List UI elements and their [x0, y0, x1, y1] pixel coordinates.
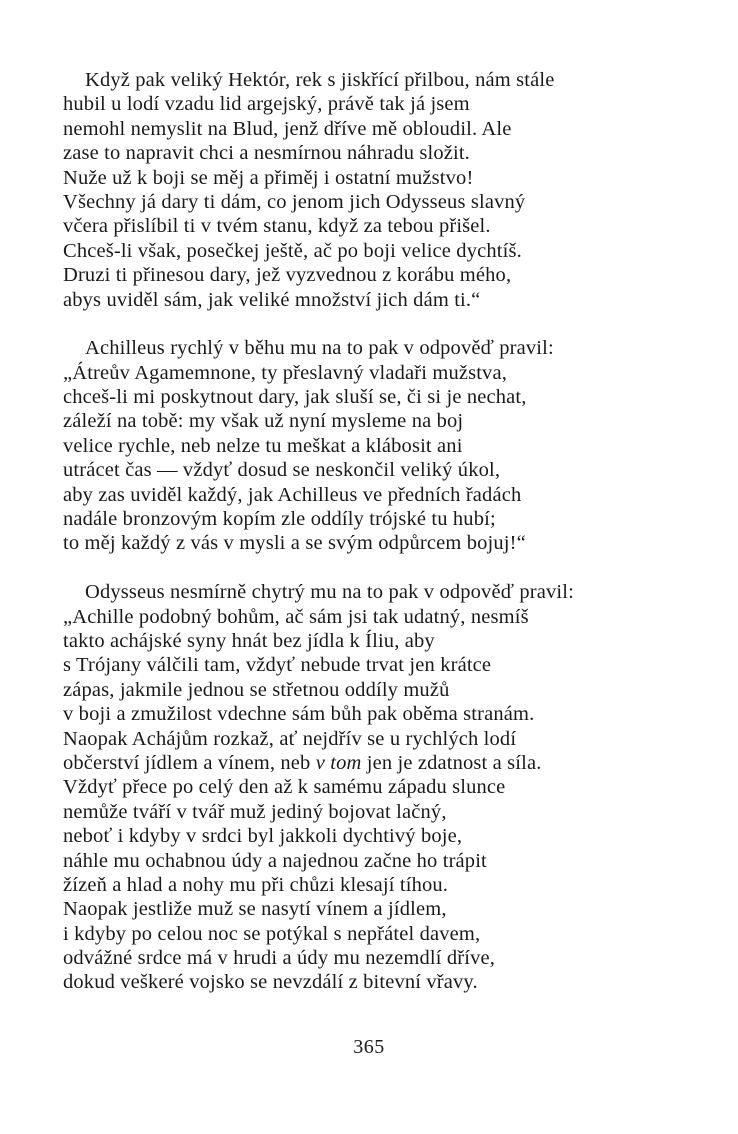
verse-line-with-italic: [63, 751, 663, 775]
italic-emphasis: v tom: [315, 751, 362, 774]
stanza-2: [63, 336, 663, 556]
verse-line: aby zas uviděl každý, jak Achilleus ve předních řadách: [63, 483, 522, 506]
verse-line: to měj každý z vás v mysli a se svým odpůrcem bojuj!“: [63, 532, 526, 555]
verse-text: občerství jídlem a vínem, neb: [63, 751, 316, 774]
verse-line: Odysseus nesmírně chytrý mu na to pak v odpověď pravil:: [85, 581, 574, 604]
verse-line: hubil u lodí vzadu lid argejský, právě tak já jsem: [63, 93, 470, 116]
stanza-3: [63, 580, 663, 995]
verse-line: velice rychle, neb nelze tu meškat a klábosit ani: [63, 434, 463, 457]
verse-line: Nuže už k boji se měj a přiměj i ostatní mužstvo!: [63, 166, 474, 189]
verse-line: i kdyby po celou noc se potýkal s nepřátel davem,: [63, 922, 481, 945]
page-body: [63, 68, 663, 995]
stanza-gap: [63, 556, 663, 580]
verse-line: abys uviděl sám, jak veliké množství jich dám ti.“: [63, 288, 481, 311]
verse-line: Naopak jestliže muž se nasytí vínem a jídlem,: [63, 898, 447, 921]
verse-line: zápas, jakmile jednou se střetnou oddíly mužů: [63, 678, 450, 701]
verse-line: nadále bronzovým kopím zle oddíly trójské tu hubí;: [63, 508, 496, 531]
verse-line: Všechny já dary ti dám, co jenom jich Odysseus slavný: [63, 190, 526, 213]
verse-line: Naopak Achájům rozkaž, ať nejdřív se u rychlých lodí: [63, 727, 517, 750]
verse-text: jen je zdatnost a síla.: [361, 751, 542, 774]
verse-line: dokud veškeré vojsko se nevzdálí z bitevní vřavy.: [63, 971, 478, 994]
verse-line: neboť i kdyby v srdci byl jakkoli dychtivý boje,: [63, 825, 463, 848]
verse-line: Chceš-li však, posečkej ještě, ač po boji velice dychtíš.: [63, 239, 522, 262]
verse-line: v boji a zmužilost vdechne sám bůh pak oběma stranám.: [63, 703, 535, 726]
verse-line: náhle mu ochabnou údy a najednou začne ho trápit: [63, 849, 487, 872]
page-number: 365: [353, 1036, 385, 1058]
verse-line: záleží na tobě: my však už nyní mysleme na boj: [63, 410, 464, 433]
verse-line: nemohl nemyslit na Blud, jenž dříve mě obloudil. Ale: [63, 117, 512, 140]
stanza-gap: [63, 312, 663, 336]
verse-line: Když pak veliký Hektór, rek s jiskřící přilbou, nám stále: [85, 69, 555, 91]
verse-line: takto achájské syny hnát bez jídla k Íliu, aby: [63, 629, 435, 652]
verse-line: zase to napravit chci a nesmírnou náhradu složit.: [63, 142, 470, 165]
verse-line: Druzi ti přinesou dary, jež vyzvednou z korábu mého,: [63, 264, 512, 287]
verse-line: odvážné srdce má v hrudi a údy mu nezemdlí dříve,: [63, 947, 496, 970]
verse-line: Vždyť přece po celý den až k samému západu slunce: [63, 776, 506, 799]
verse-line: utrácet čas — vždyť dosud se neskončil veliký úkol,: [63, 459, 501, 482]
verse-line: žízeň a hlad a nohy mu při chůzi klesají tíhou.: [63, 873, 449, 896]
verse-line: s Trójany válčili tam, vždyť nebude trvat jen krátce: [63, 654, 492, 677]
verse-line: chceš-li mi poskytnout dary, jak sluší se, či si je nechat,: [63, 386, 527, 409]
verse-line: Achilleus rychlý v běhu mu na to pak v odpověď pravil:: [85, 337, 554, 360]
verse-line: „Átreův Agamemnone, ty přeslavný vladaři mužstva,: [63, 361, 507, 384]
verse-line: včera přislíbil ti v tvém stanu, když za tebou přišel.: [63, 215, 491, 238]
stanza-1: [63, 68, 663, 312]
verse-line: nemůže tváří v tvář muž jediný bojovat lačný,: [63, 800, 447, 823]
verse-line: „Achille podobný bohům, ač sám jsi tak udatný, nesmíš: [63, 605, 529, 628]
